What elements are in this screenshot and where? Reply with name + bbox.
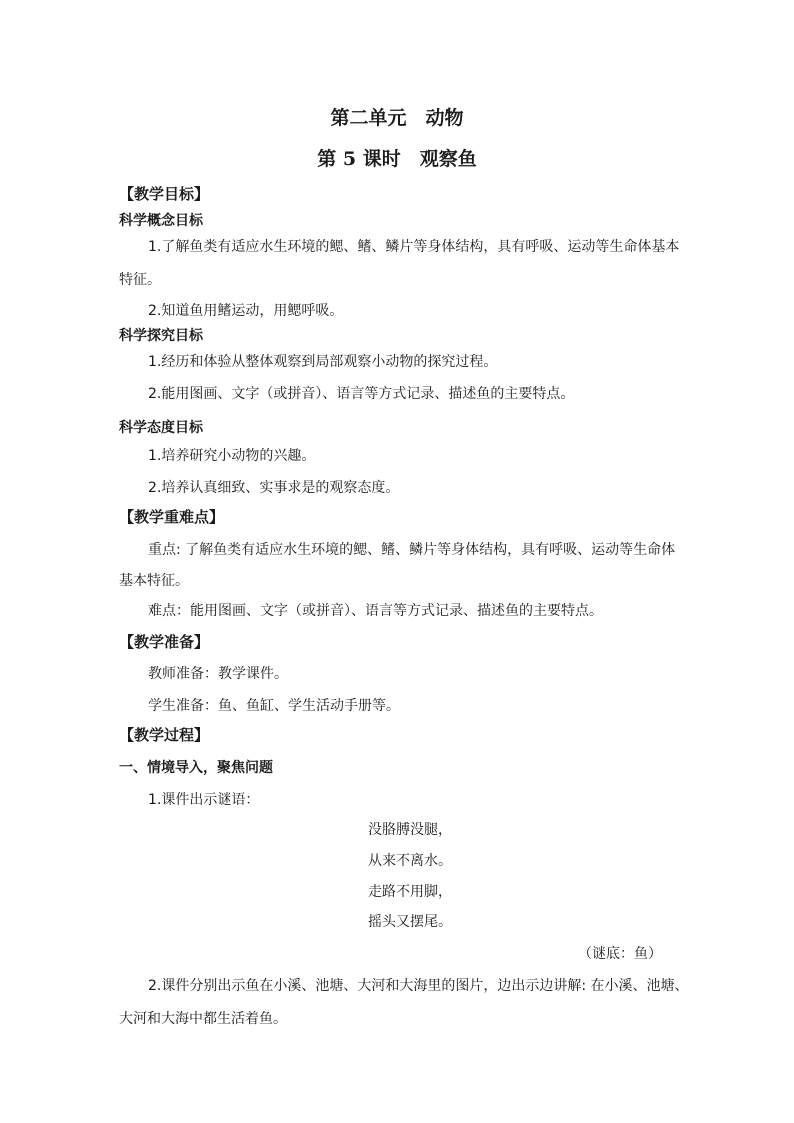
inquiry-objectives-heading: 科学探究目标 [119, 328, 203, 344]
objectives-heading: 【教学目标】 [119, 185, 210, 203]
difficult-point: 难点：能用图画、文字（或拼音）、语言等方式记录、描述鱼的主要特点。 [148, 603, 603, 619]
concept-objective-2: 2.知道鱼用鳍运动，用鳃呼吸。 [148, 303, 344, 319]
attitude-objectives-heading: 科学态度目标 [119, 420, 203, 436]
riddle-line: 从来不离水。 [368, 853, 452, 869]
concept-objective-1-line-2: 特征。 [119, 272, 161, 288]
riddle-line: 摇头又摆尾。 [368, 914, 452, 930]
unit-title: 第二单元 动物 [330, 107, 464, 129]
teacher-preparation: 教师准备：教学课件。 [148, 666, 288, 682]
key-point-line-2: 基本特征。 [119, 573, 189, 589]
riddle-line: 没胳膊没腿， [368, 822, 452, 838]
attitude-objective-1: 1.培养研究小动物的兴趣。 [148, 448, 316, 464]
riddle-line: 走路不用脚， [368, 884, 452, 900]
concept-objectives-heading: 科学概念目标 [119, 213, 203, 229]
preparation-heading: 【教学准备】 [119, 633, 210, 651]
process-step-1: 1.课件出示谜语： [148, 792, 260, 808]
process-step-2-line-1: 2.课件分别出示鱼在小溪、池塘、大河和大海里的图片，边出示边讲解: 在小溪、池塘、 [148, 978, 689, 994]
concept-objective-1-line-1: 1.了解鱼类有适应水生环境的鳃、鳍、鳞片等身体结构，具有呼吸、运动等生命体基本 [148, 239, 680, 255]
student-preparation: 学生准备：鱼、鱼缸、学生活动手册等。 [148, 698, 400, 714]
inquiry-objective-1: 1.经历和体验从整体观察到局部观察小动物的探究过程。 [148, 354, 498, 370]
attitude-objective-2: 2.培养认真细致、实事求是的观察态度。 [148, 480, 400, 496]
process-part-1-heading: 一、情境导入，聚焦问题 [119, 760, 273, 776]
key-points-heading: 【教学重难点】 [119, 508, 225, 526]
process-step-2-line-2: 大河和大海中都生活着鱼。 [119, 1011, 287, 1027]
key-point-line-1: 重点: 了解鱼类有适应水生环境的鳃、鳍、鳞片等身体结构，具有呼吸、运动等生命体 [148, 542, 676, 558]
lesson-title: 第 5 课时 观察鱼 [317, 148, 477, 170]
riddle-answer: （谜底：鱼） [578, 946, 662, 962]
inquiry-objective-2: 2.能用图画、文字（或拼音）、语言等方式记录、描述鱼的主要特点。 [148, 386, 575, 402]
process-heading: 【教学过程】 [119, 726, 210, 744]
